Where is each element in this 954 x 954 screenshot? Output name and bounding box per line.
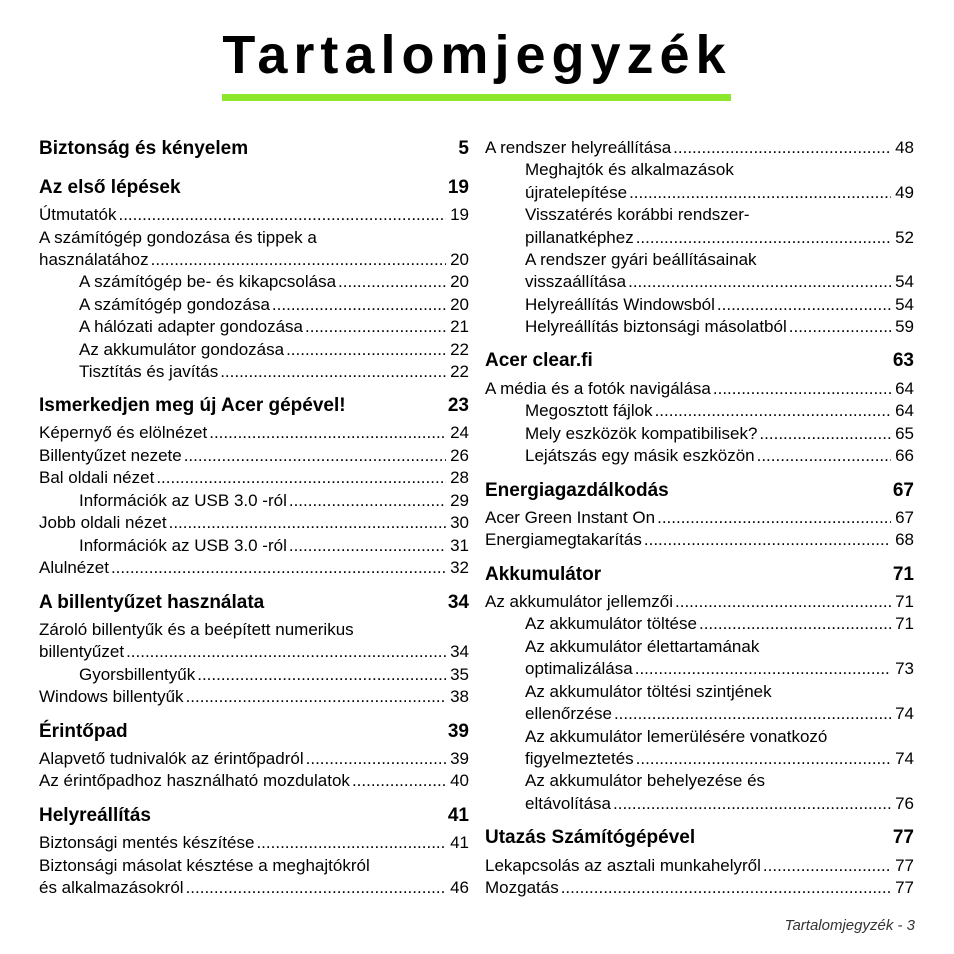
- dot-leader: [305, 316, 446, 338]
- entry-label: Útmutatók: [39, 205, 117, 224]
- dot-leader: [759, 423, 891, 445]
- toc-entry-line[interactable]: Az akkumulátor lemerülésére vonatkozó: [525, 727, 828, 746]
- dot-leader: [757, 445, 891, 467]
- entry-page: 73: [895, 659, 914, 678]
- entry-page: 31: [450, 536, 469, 555]
- toc-subentry[interactable]: [525, 294, 914, 316]
- toc-entry[interactable]: [485, 855, 914, 877]
- entry-label: visszaállítása: [525, 272, 627, 291]
- heading-page: 23: [447, 395, 469, 416]
- toc-entry-line[interactable]: Visszatérés korábbi rendszer-: [525, 205, 750, 224]
- toc-entry-line[interactable]: Biztonsági másolat késztése a meghajtókról: [39, 856, 370, 875]
- entry-page: 68: [895, 530, 914, 549]
- entry-page: 59: [895, 317, 914, 336]
- toc-entry[interactable]: [39, 422, 469, 444]
- toc-entry[interactable]: [39, 686, 469, 708]
- dot-leader: [635, 658, 891, 680]
- dot-leader: [111, 557, 446, 579]
- toc-heading[interactable]: [39, 175, 469, 201]
- dot-leader: [629, 182, 891, 204]
- toc-subentry[interactable]: [525, 748, 914, 770]
- entry-label: figyelmeztetés: [525, 749, 634, 768]
- entry-label: Mozgatás: [485, 878, 559, 897]
- entry-label: Mely eszközök kompatibilisek?: [525, 424, 758, 443]
- toc-heading[interactable]: [39, 393, 469, 419]
- heading-label: Érintőpad: [39, 721, 128, 742]
- heading-label: Akkumulátor: [485, 564, 602, 585]
- entry-page: 29: [450, 491, 469, 510]
- heading-page: 71: [892, 564, 914, 585]
- dot-leader: [561, 877, 891, 899]
- toc-entry[interactable]: [39, 641, 469, 663]
- toc-subentry[interactable]: [525, 423, 914, 445]
- entry-label: Energiamegtakarítás: [485, 530, 642, 549]
- entry-label: Windows billentyűk: [39, 687, 184, 706]
- toc-heading[interactable]: [39, 719, 469, 745]
- toc-entry[interactable]: [485, 877, 914, 899]
- dot-leader: [286, 339, 446, 361]
- dot-leader: [644, 529, 891, 551]
- entry-page: 32: [450, 558, 469, 577]
- toc-subentry[interactable]: [525, 182, 914, 204]
- toc-subentry[interactable]: [525, 271, 914, 293]
- entry-page: 76: [895, 794, 914, 813]
- toc-entry[interactable]: [39, 445, 469, 467]
- dot-leader: [636, 748, 891, 770]
- toc-entry[interactable]: [39, 249, 469, 271]
- entry-page: 38: [450, 687, 469, 706]
- entry-label: Információk az USB 3.0 -ról: [79, 536, 287, 555]
- entry-page: 19: [450, 205, 469, 224]
- entry-label: Az akkumulátor jellemzői: [485, 592, 674, 611]
- entry-page: 35: [450, 665, 469, 684]
- entry-page: 21: [450, 317, 469, 336]
- entry-label: Információk az USB 3.0 -ról: [79, 491, 287, 510]
- entry-label: billentyűzet: [39, 642, 125, 661]
- page-footer: Tartalomjegyzék - 3: [784, 917, 915, 934]
- entry-label: Képernyő és elölnézet: [39, 423, 208, 442]
- entry-label: újratelepítése: [525, 183, 628, 202]
- dot-leader: [186, 686, 447, 708]
- entry-page: 49: [895, 183, 914, 202]
- dot-leader: [763, 855, 891, 877]
- dot-leader: [628, 271, 891, 293]
- entry-label: Lejátszás egy másik eszközön: [525, 446, 755, 465]
- entry-page: 22: [450, 362, 469, 381]
- entry-label: Gyorsbillentyűk: [79, 665, 196, 684]
- dot-leader: [636, 227, 891, 249]
- entry-label: A hálózati adapter gondozása: [79, 317, 304, 336]
- heading-page: 41: [447, 805, 469, 826]
- dot-leader: [289, 535, 446, 557]
- entry-page: 34: [450, 642, 469, 661]
- entry-label: Az akkumulátor gondozása: [79, 340, 285, 359]
- page-title: Tartalomjegyzék: [222, 25, 732, 85]
- heading-label: Utazás Számítógépével: [485, 827, 696, 848]
- toc-subentry[interactable]: [525, 703, 914, 725]
- toc-entry-line[interactable]: Az akkumulátor töltési szintjének: [525, 682, 772, 701]
- entry-page: 22: [450, 340, 469, 359]
- dot-leader: [673, 137, 891, 159]
- dot-leader: [338, 271, 446, 293]
- toc-entry[interactable]: [39, 467, 469, 489]
- dot-leader: [352, 770, 446, 792]
- dot-leader: [186, 877, 447, 899]
- entry-page: 39: [450, 749, 469, 768]
- toc-heading[interactable]: [39, 136, 469, 162]
- toc-subentry[interactable]: [525, 400, 914, 422]
- toc-subentry[interactable]: [525, 445, 914, 467]
- toc-entry-line[interactable]: Az akkumulátor behelyezése és: [525, 771, 766, 790]
- entry-label: Bal oldali nézet: [39, 468, 155, 487]
- heading-label: Biztonság és kényelem: [39, 138, 249, 159]
- dot-leader: [184, 445, 446, 467]
- dot-leader: [675, 591, 891, 613]
- heading-label: Helyreállítás: [39, 805, 151, 826]
- entry-label: Lekapcsolás az asztali munkahelyről: [485, 856, 761, 875]
- title-underline: [222, 94, 731, 101]
- toc-entry[interactable]: [39, 557, 469, 579]
- toc-heading[interactable]: [39, 803, 469, 829]
- toc-subentry[interactable]: [79, 664, 469, 686]
- entry-label: Az akkumulátor töltése: [525, 614, 697, 633]
- toc-entry[interactable]: [39, 832, 469, 854]
- toc-entry[interactable]: [485, 137, 914, 159]
- toc-subentry[interactable]: [79, 490, 469, 512]
- toc-heading[interactable]: [485, 348, 914, 374]
- toc-entry[interactable]: [39, 748, 469, 770]
- entry-label: Megosztott fájlok: [525, 401, 653, 420]
- entry-label: Alapvető tudnivalók az érintőpadról: [39, 749, 304, 768]
- toc-subentry[interactable]: [79, 294, 469, 316]
- entry-page: 30: [450, 513, 469, 532]
- toc-subentry[interactable]: [525, 227, 914, 249]
- heading-page: 67: [892, 480, 914, 501]
- entry-page: 20: [450, 272, 469, 291]
- dot-leader: [220, 361, 446, 383]
- heading-page: 39: [447, 721, 469, 742]
- heading-page: 5: [458, 138, 469, 159]
- entry-page: 52: [895, 228, 914, 247]
- entry-page: 26: [450, 446, 469, 465]
- entry-page: 74: [895, 749, 914, 768]
- dot-leader: [699, 613, 891, 635]
- entry-label: A média és a fotók navigálása: [485, 379, 711, 398]
- entry-label: ellenőrzése: [525, 704, 612, 723]
- dot-leader: [118, 204, 446, 226]
- toc-entry-line[interactable]: Zároló billentyűk és a beépített numerikus: [39, 620, 354, 639]
- entry-page: 77: [895, 856, 914, 875]
- toc-entry-line[interactable]: Az akkumulátor élettartamának: [525, 637, 760, 656]
- entry-page: 48: [895, 138, 914, 157]
- entry-page: 71: [895, 592, 914, 611]
- dot-leader: [197, 664, 446, 686]
- toc-entry-line[interactable]: Meghajtók és alkalmazások: [525, 160, 734, 179]
- heading-page: 63: [892, 350, 914, 371]
- dot-leader: [256, 832, 446, 854]
- entry-page: 71: [895, 614, 914, 633]
- entry-page: 46: [450, 878, 469, 897]
- toc-subentry[interactable]: [79, 316, 469, 338]
- entry-label: optimalizálása: [525, 659, 633, 678]
- entry-page: 64: [895, 379, 914, 398]
- toc-subentry[interactable]: [525, 658, 914, 680]
- toc-entry[interactable]: [485, 591, 914, 613]
- entry-label: Helyreállítás biztonsági másolatból: [525, 317, 787, 336]
- heading-label: Ismerkedjen meg új Acer gépével!: [39, 395, 346, 416]
- dot-leader: [151, 249, 446, 271]
- entry-page: 41: [450, 833, 469, 852]
- toc-subentry[interactable]: [525, 613, 914, 635]
- entry-label: A számítógép be- és kikapcsolása: [79, 272, 337, 291]
- entry-label: A rendszer helyreállítása: [485, 138, 672, 157]
- toc-heading[interactable]: [485, 562, 914, 588]
- dot-leader: [717, 294, 891, 316]
- dot-leader: [272, 294, 446, 316]
- heading-page: 77: [892, 827, 914, 848]
- dot-leader: [614, 703, 891, 725]
- entry-label: A számítógép gondozása: [79, 295, 270, 314]
- entry-page: 20: [450, 295, 469, 314]
- entry-label: pillanatképhez: [525, 228, 634, 247]
- toc-entry[interactable]: [39, 770, 469, 792]
- toc-entry[interactable]: [485, 529, 914, 551]
- dot-leader: [613, 793, 891, 815]
- entry-page: 64: [895, 401, 914, 420]
- dot-leader: [209, 422, 446, 444]
- toc-entry-line[interactable]: A számítógép gondozása és tippek a: [39, 228, 317, 247]
- entry-page: 65: [895, 424, 914, 443]
- entry-label: Alulnézet: [39, 558, 109, 577]
- dot-leader: [126, 641, 446, 663]
- toc-entry[interactable]: [39, 877, 469, 899]
- dot-leader: [156, 467, 446, 489]
- toc-heading[interactable]: [485, 478, 914, 504]
- entry-page: 20: [450, 250, 469, 269]
- toc-subentry[interactable]: [525, 793, 914, 815]
- dot-leader: [655, 400, 892, 422]
- dot-leader: [169, 512, 446, 534]
- toc-subentry[interactable]: [525, 316, 914, 338]
- dot-leader: [713, 378, 891, 400]
- heading-page: 19: [447, 177, 469, 198]
- heading-label: Az első lépések: [39, 177, 181, 198]
- entry-label: Billentyűzet nezete: [39, 446, 182, 465]
- entry-page: 54: [895, 295, 914, 314]
- entry-page: 66: [895, 446, 914, 465]
- heading-label: A billentyűzet használata: [39, 592, 265, 613]
- entry-label: Tisztítás és javítás: [79, 362, 219, 381]
- entry-label: használatához: [39, 250, 149, 269]
- entry-page: 28: [450, 468, 469, 487]
- dot-leader: [789, 316, 891, 338]
- toc-entry[interactable]: [485, 507, 914, 529]
- entry-label: eltávolítása: [525, 794, 611, 813]
- toc-subentry[interactable]: [79, 361, 469, 383]
- dot-leader: [306, 748, 446, 770]
- entry-label: Acer Green Instant On: [485, 508, 656, 527]
- toc-subentry[interactable]: [79, 535, 469, 557]
- entry-page: 54: [895, 272, 914, 291]
- entry-label: Jobb oldali nézet: [39, 513, 167, 532]
- toc-subentry[interactable]: [79, 271, 469, 293]
- entry-page: 74: [895, 704, 914, 723]
- entry-page: 77: [895, 878, 914, 897]
- entry-page: 67: [895, 508, 914, 527]
- dot-leader: [289, 490, 446, 512]
- toc-entry[interactable]: [39, 512, 469, 534]
- toc-entry[interactable]: [39, 204, 469, 226]
- toc-entry-line[interactable]: A rendszer gyári beállításainak: [525, 250, 757, 269]
- dot-leader: [657, 507, 891, 529]
- toc-entry[interactable]: [485, 378, 914, 400]
- entry-label: Az érintőpadhoz használható mozdulatok: [39, 771, 350, 790]
- heading-label: Acer clear.fi: [485, 350, 593, 371]
- entry-label: és alkalmazásokról: [39, 878, 184, 897]
- entry-page: 24: [450, 423, 469, 442]
- heading-page: 34: [447, 592, 469, 613]
- heading-label: Energiagazdálkodás: [485, 480, 669, 501]
- toc-heading[interactable]: [485, 825, 914, 851]
- entry-label: Helyreállítás Windowsból: [525, 295, 715, 314]
- toc-subentry[interactable]: [79, 339, 469, 361]
- toc-heading[interactable]: [39, 590, 469, 616]
- entry-page: 40: [450, 771, 469, 790]
- entry-label: Biztonsági mentés készítése: [39, 833, 255, 852]
